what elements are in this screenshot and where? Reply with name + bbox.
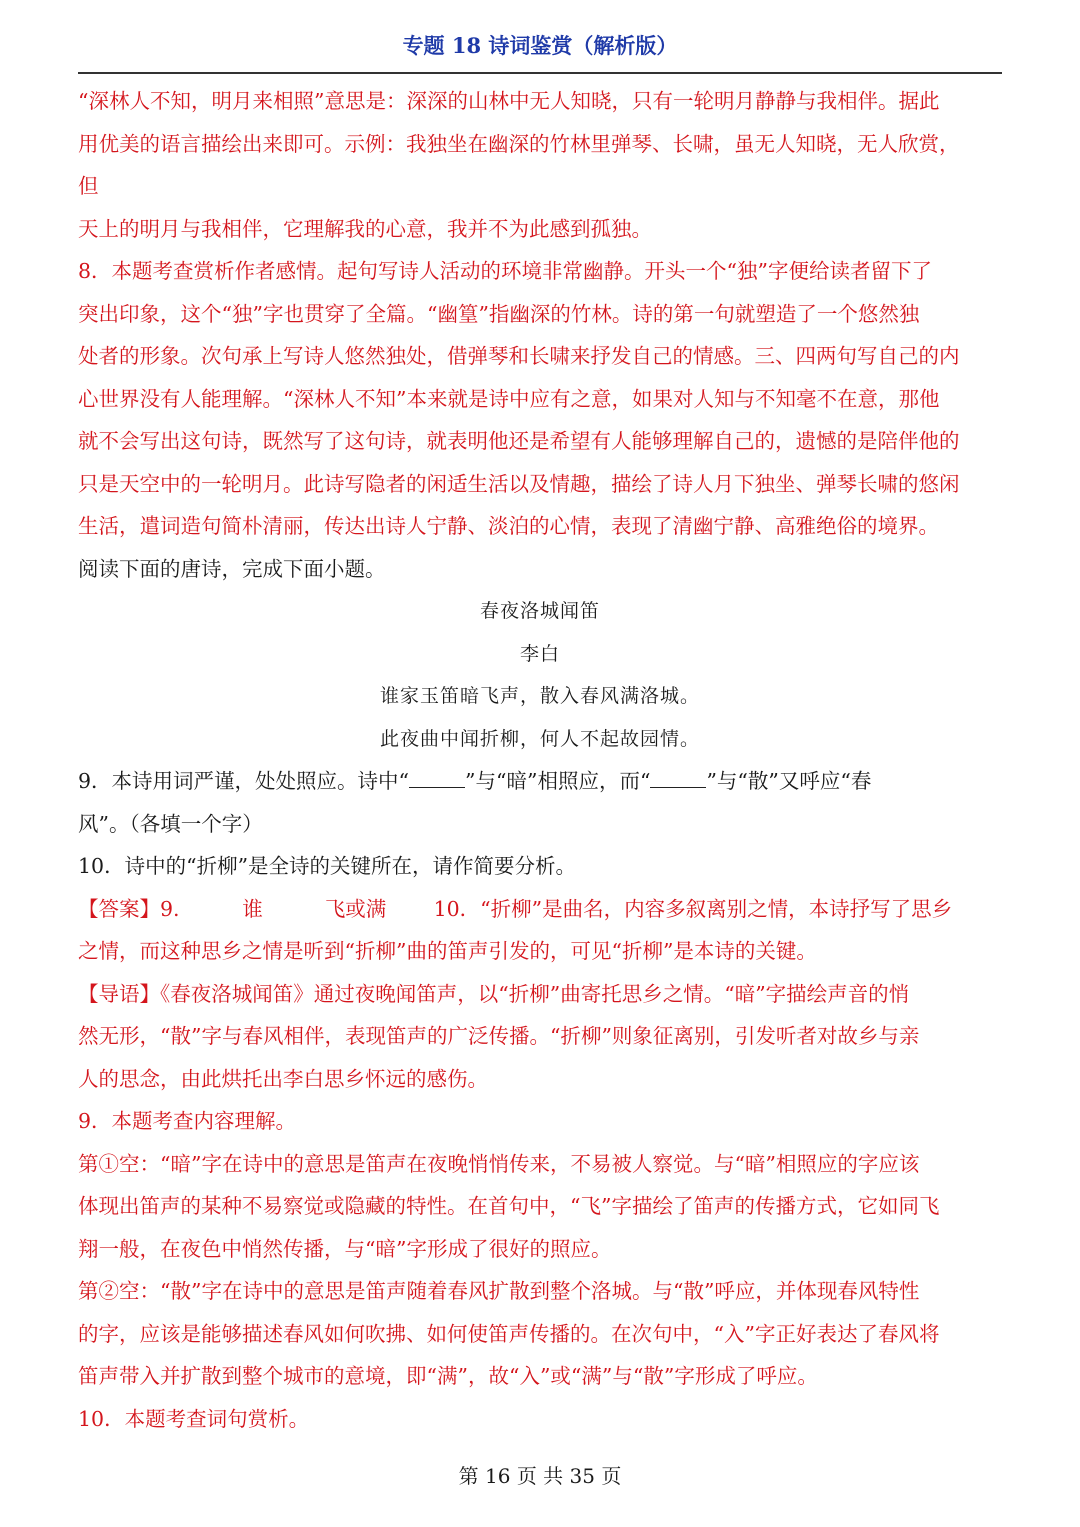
answer-9-blank-1: 谁 (242, 896, 263, 921)
fill-blank-2 (650, 769, 706, 788)
poem-line: 此夜曲中闻折柳，何人不起故园情。 (379, 727, 700, 750)
answer-block (78, 888, 1002, 973)
text-line: 突出印象，这个“独”字也贯穿了全篇。“幽篁”指幽深的竹林。诗的第一句就塑造了一个悠然独 (78, 301, 920, 326)
question-text: ”与“散”又呼应“春 (706, 769, 872, 793)
guide-text: 《春夜洛城闻笛》通过夜晚闻笛声，以“折柳”曲寄托思乡之情。“暗”字描绘声音的悄 (160, 981, 910, 1006)
text-line: 8．本题考查赏析作者感情。起句写诗人活动的环境非常幽静。开头一个“独”字便给读者留下了 (78, 259, 933, 283)
explanation-paragraph-7 (78, 80, 1002, 250)
guide-tag: 【导语】 (78, 981, 160, 1006)
guide-line: 人的思念，由此烘托出李白思乡怀远的感伤。 (78, 1066, 488, 1091)
poem-title: 春夜洛城闻笛 (479, 600, 600, 622)
answer-9-number: 9. (160, 896, 180, 921)
text-line: 第①空：“暗”字在诗中的意思是笛声在夜晚悄悄传来，不易被人察觉。与“暗”相照应的字应该 (78, 1151, 920, 1176)
poem-author: 李白 (519, 642, 560, 665)
fill-blank-1 (409, 769, 465, 788)
text-line: 心世界没有人能理解。“深林人不知”本来就是诗中应有之意，如果对人知与不知毫不在意，那他 (78, 386, 940, 411)
explanation-paragraph-8 (78, 250, 1002, 548)
question-9 (78, 760, 1002, 845)
answer-tag: 【答案】 (78, 896, 160, 921)
question-9-line (78, 760, 1002, 803)
reading-instruction: 阅读下面的唐诗，完成下面小题。 (78, 556, 386, 581)
guide-block (78, 973, 1002, 1101)
poem-line: 谁家玉笛暗飞声，散入春风满洛城。 (379, 685, 700, 707)
text-line: 但 (78, 174, 99, 198)
text-line: 第②空：“散”字在诗中的意思是笛声随着春风扩散到整个洛城。与“散”呼应，并体现春风特性 (78, 1279, 920, 1303)
answer-line (78, 888, 1002, 931)
guide-line: 然无形，“散”字与春风相伴，表现笛声的广泛传播。“折柳”则象征离别，引发听者对故乡与亲 (78, 1024, 920, 1048)
question-9-line: 风”。（各填一个字） (78, 811, 263, 836)
text-line: 生活，遣词造句简朴清丽，传达出诗人宁静、淡泊的心情，表现了清幽宁静、高雅绝俗的境界。 (78, 514, 939, 538)
text-line: 的字，应该是能够描述春风如何吹拂、如何使笛声传播的。在次句中，“入”字正好表达了春风将 (78, 1321, 940, 1346)
text-line: 处者的形象。次句承上写诗人悠然独处，借弹琴和长啸来抒发自己的情感。三、四两句写自己的内 (78, 344, 960, 368)
text-line: 只是天空中的一轮明月。此诗写隐者的闲适生活以及情趣，描绘了诗人月下独坐、弹琴长啸的悠闲 (78, 471, 960, 496)
header-divider (78, 72, 1002, 74)
poem-block (78, 590, 1002, 760)
answer-9-blank-2: 飞或满 (324, 896, 387, 921)
answer-line: 之情，而这种思乡之情是听到“折柳”曲的笛声引发的，可见“折柳”是本诗的关键。 (78, 939, 817, 963)
explanation-10-heading: 10．本题考查词句赏析。 (78, 1406, 310, 1431)
explanation-9 (78, 1100, 1002, 1398)
answer-10: 10．“折柳”是曲名，内容多叙离别之情，本诗抒写了思乡 (433, 896, 953, 921)
text-line: 天上的明月与我相伴，它理解我的心意，我并不为此感到孤独。 (78, 216, 652, 241)
question-text: ”与“暗”相照应，而“ (465, 769, 651, 793)
text-line: 体现出笛声的某种不易察觉或隐藏的特性。在首句中，“飞”字描绘了笛声的传播方式，它如同飞 (78, 1194, 940, 1218)
question-10: 10．诗中的“折柳”是全诗的关键所在，请作简要分析。 (78, 854, 577, 878)
text-line: “深林人不知，明月来相照”意思是：深深的山林中无人知晓，只有一轮明月静静与我相伴。据此 (78, 89, 940, 113)
text-line: 翔一般，在夜色中悄然传播，与“暗”字形成了很好的照应。 (78, 1236, 612, 1261)
question-text: 9．本诗用词严谨，处处照应。诗中“ (78, 769, 410, 793)
guide-line (78, 973, 1002, 1016)
text-line: 用优美的语言描绘出来即可。示例：我独坐在幽深的竹林里弹琴、长啸，虽无人知晓，无人欣赏， (78, 131, 960, 156)
text-line: 就不会写出这句诗，既然写了这句诗，就表明他还是希望有人能够理解自己的，遗憾的是陪伴他的 (78, 429, 960, 453)
page-number: 第 16 页 共 35 页 (458, 1464, 622, 1488)
page-header-title: 专题 18 诗词鉴赏（解析版） (402, 33, 678, 58)
explanation-heading: 9．本题考查内容理解。 (78, 1109, 297, 1133)
text-line: 笛声带入并扩散到整个城市的意境，即“满”，故“入”或“满”与“散”字形成了呼应。 (78, 1364, 818, 1388)
page-content (78, 80, 1002, 1440)
